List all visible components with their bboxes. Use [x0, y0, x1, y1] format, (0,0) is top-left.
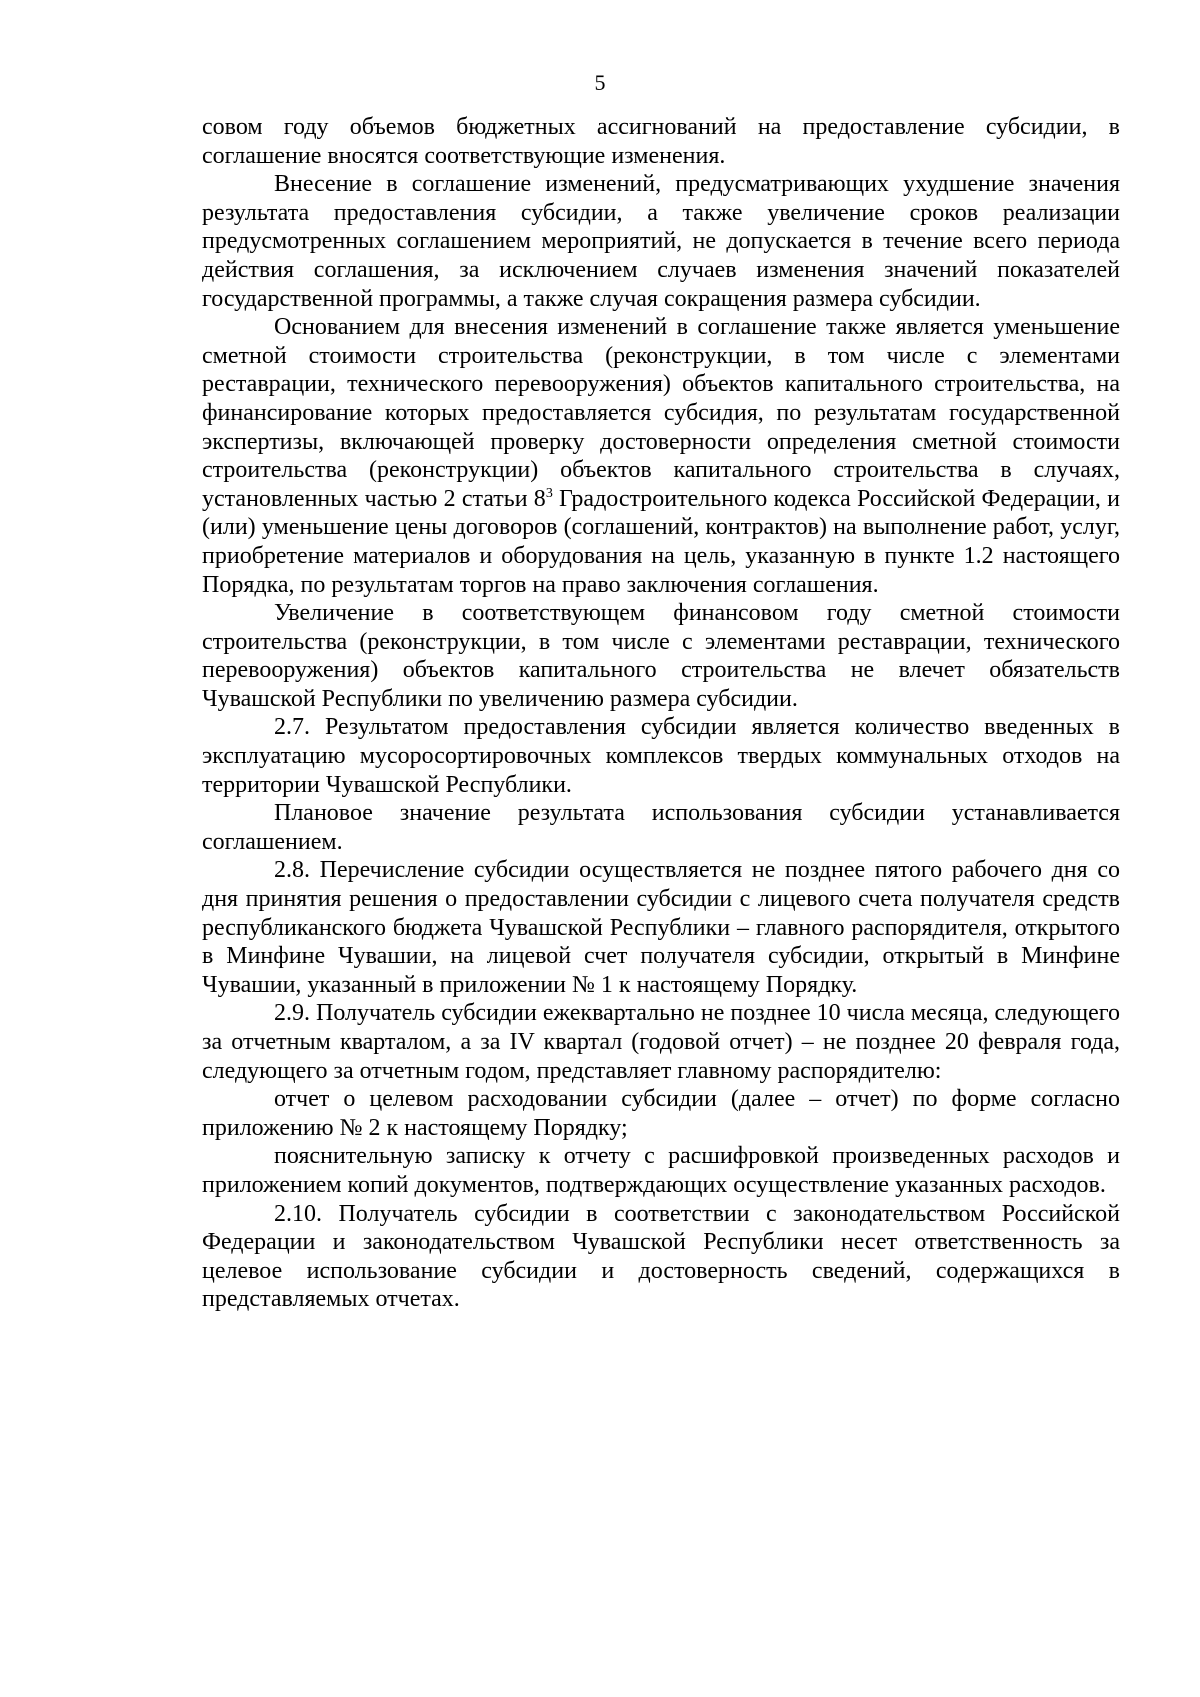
paragraph-grounds-part-1: Основанием для внесения изменений в соглашение также является уменьшение сметной стоимости строительства (реконструкции, в том числе с элементами реставрации, технического перевооружения) объектов капитального строительства, на финансирование которых предоставляется субсидия, по результатам государственной экспертизы, включающей проверку достоверности определения сметной стоимости строительства (реконструкции) объектов капитального строительства в случаях, установленных частью 2 статьи 8	[202, 314, 1120, 512]
paragraph-grounds-part-2: Градостроительного кодекса Российской Федерации, и (или) уменьшение цены договоров (соглашений, контрактов) на выполнение работ, услуг, приобретение материалов и оборудования на цель, указанную в пункте 1.2 настоящего Порядка, по результатам торгов на право заключения соглашения.	[202, 485, 1120, 598]
paragraph-agreement-changes: Внесение в соглашение изменений, предусматривающих ухудшение значения результата предоставления субсидии, а также увеличение сроков реализации предусмотренных соглашением мероприятий, не допускается в течение всего периода действия соглашения, за исключением случаев изменения значений показателей государственной программы, а также случая сокращения размера субсидии.	[202, 171, 1120, 312]
superscript-article-number: 3	[545, 485, 553, 501]
paragraph-explanatory-note: пояснительную записку к отчету с расшифровкой произведенных расходов и приложением копий документов, подтверждающих осуществление указанных расходов.	[202, 1143, 1120, 1198]
paragraph-grounds-for-changes	[202, 313, 1120, 599]
paragraph-2-7: 2.7. Результатом предоставления субсидии является количество введенных в эксплуатацию мусоросортировочных комплексов твердых коммунальных отходов на территории Чувашской Республики.	[202, 714, 1120, 798]
paragraph-2-9: 2.9. Получатель субсидии ежеквартально не позднее 10 числа месяца, следующего за отчетным кварталом, а за IV квартал (годовой отчет) – не позднее 20 февраля года, следующего за отчетным годом, представляет главному распорядителю:	[202, 1000, 1120, 1084]
paragraph-report: отчет о целевом расходовании субсидии (далее – отчет) по форме согласно приложению № 2 к настоящему Порядку;	[202, 1086, 1120, 1141]
paragraph-2-8: 2.8. Перечисление субсидии осуществляется не позднее пятого рабочего дня со дня принятия решения о предоставлении субсидии с лицевого счета получателя средств республиканского бюджета Чувашской Республики – главного распорядителя, открытого в Минфине Чувашии, на лицевой счет получателя субсидии, открытый в Минфине Чувашии, указанный в приложении № 1 к настоящему Порядку.	[202, 857, 1120, 998]
document-body	[202, 113, 1120, 1314]
paragraph-2-10: 2.10. Получатель субсидии в соответствии с законодательством Российской Федерации и законодательством Чувашской Республики несет ответственность за целевое использование субсидии и достоверность сведений, содержащихся в представляемых отчетах.	[202, 1200, 1120, 1313]
page-number: 5	[594, 70, 606, 95]
paragraph-planned-value: Плановое значение результата использования субсидии устанавливается соглашением.	[202, 800, 1120, 855]
paragraph-cost-increase: Увеличение в соответствующем финансовом году сметной стоимости строительства (реконструкции, в том числе с элементами реставрации, технического перевооружения) объектов капитального строительства не влечет обязательств Чувашской Республики по увеличению размера субсидии.	[202, 600, 1120, 712]
paragraph-continuation: совом году объемов бюджетных ассигнований на предоставление субсидии, в соглашение вносятся соответствующие изменения.	[202, 114, 1120, 169]
